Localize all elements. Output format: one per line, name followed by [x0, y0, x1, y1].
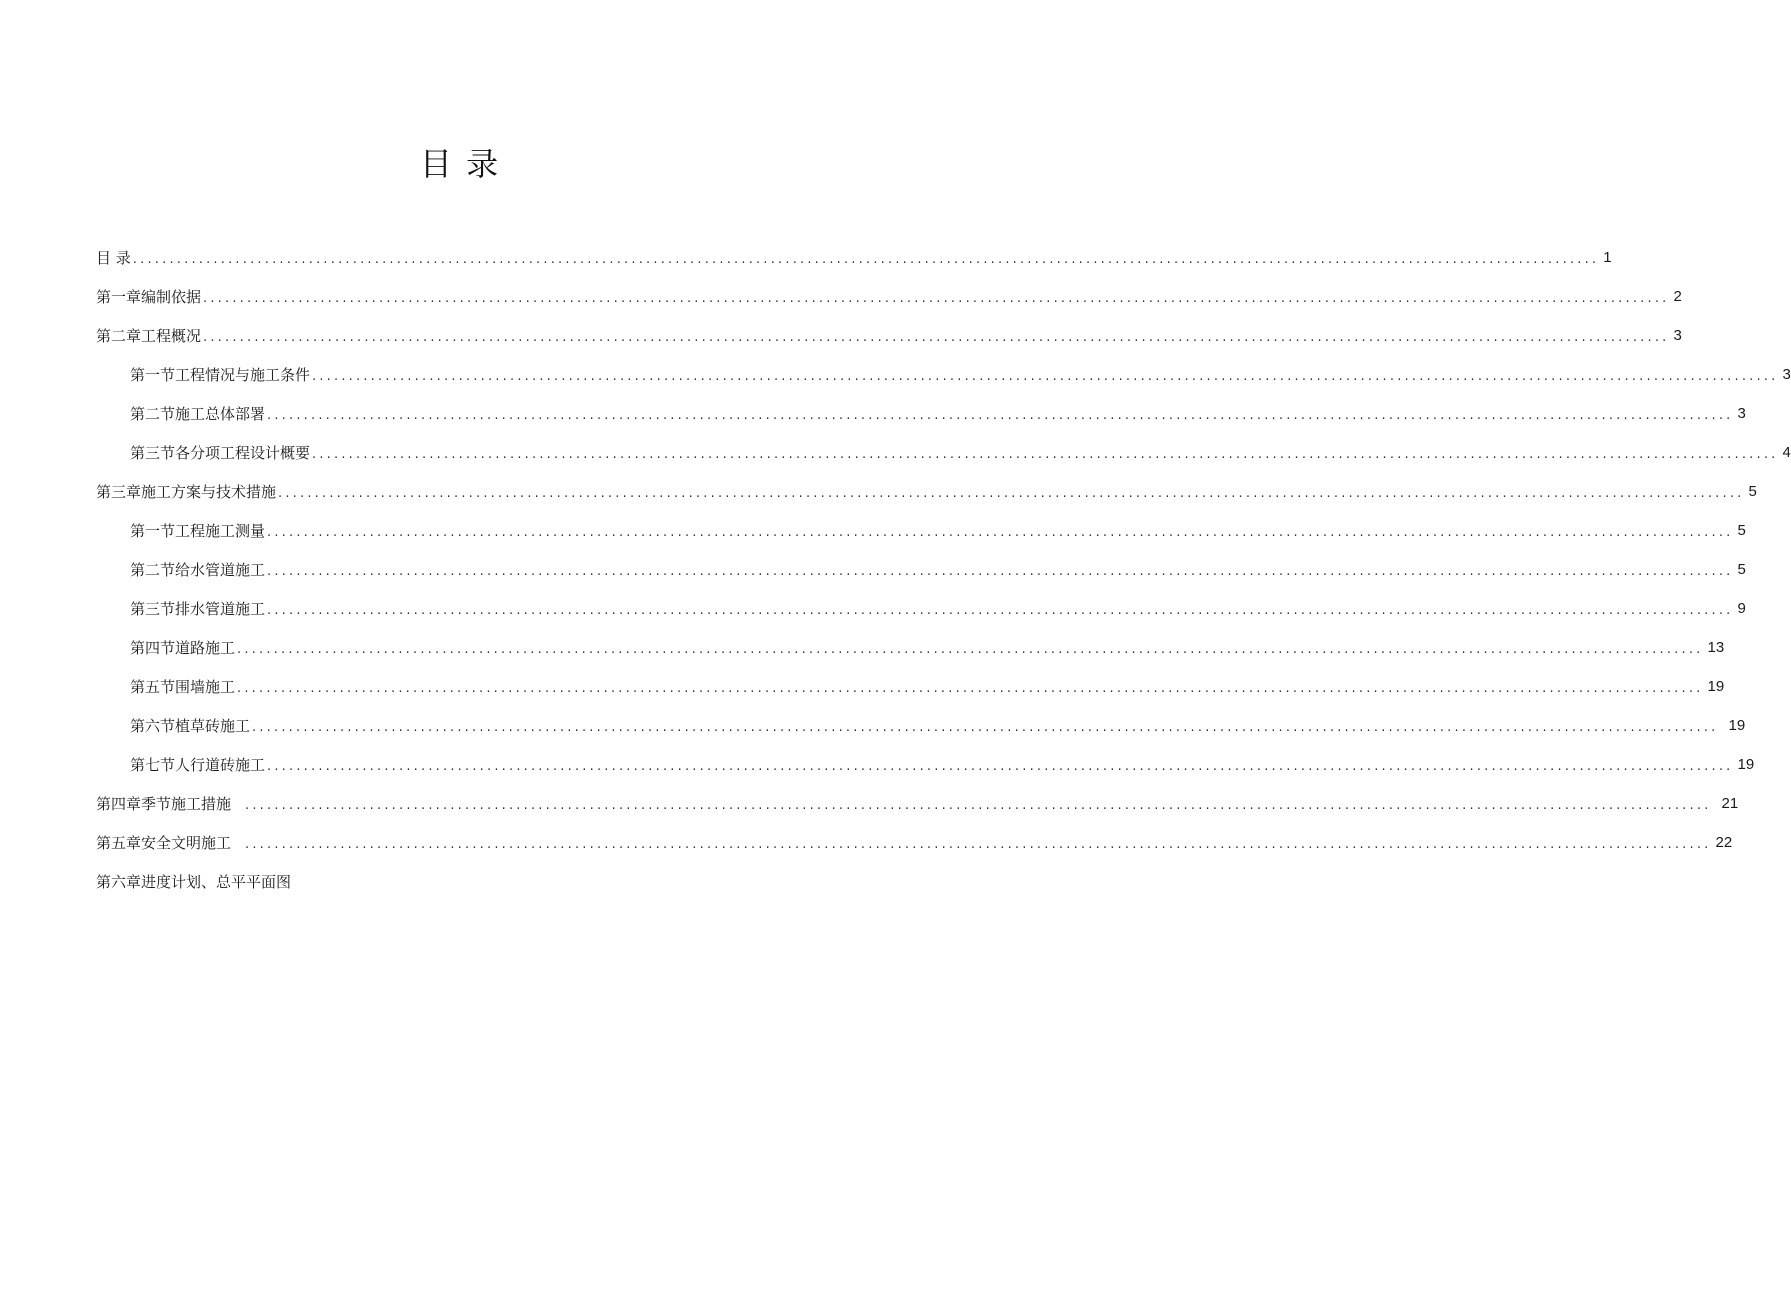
- toc-entry-label: 第三节各分项工程设计概要: [130, 443, 311, 462]
- toc-page-number: 5: [1748, 482, 1757, 500]
- toc-entry-chapter-3-section-4[interactable]: [96, 628, 1725, 667]
- toc-entry-chapter-3-section-2[interactable]: [96, 550, 1746, 589]
- toc-entry-contents[interactable]: [96, 238, 1612, 277]
- toc-entry-label: 第一节工程情况与施工条件: [130, 365, 311, 384]
- toc-leader-dots: ........................................................................................................................................................................................................: [203, 329, 1670, 345]
- toc-entry-chapter-3-section-1[interactable]: [96, 511, 1746, 550]
- toc-entry-label: 第七节人行道砖施工: [130, 755, 266, 774]
- toc-leader-dots: ........................................................................................................................................................................................................: [278, 485, 1745, 501]
- toc-entry-label: 第三节排水管道施工: [130, 599, 266, 618]
- toc-entry-chapter-3-section-5[interactable]: [96, 667, 1725, 706]
- toc-leader-dots: ........................................................................................................................................................................................................: [267, 524, 1734, 540]
- toc-entry-label: 第一章编制依据: [96, 287, 202, 306]
- toc-leader-dots: ........................................................................................................................................................................................................: [245, 797, 1712, 813]
- toc-entry-chapter-3-section-3[interactable]: [96, 589, 1746, 628]
- toc-page-number: 4: [1782, 443, 1791, 461]
- toc-page-number: 3: [1673, 326, 1682, 344]
- toc-page-number: 22: [1715, 833, 1733, 851]
- toc-leader-dots: ........................................................................................................................................................................................................: [267, 758, 1734, 774]
- toc-page-number: 5: [1737, 560, 1746, 578]
- toc-page-number: 3: [1737, 404, 1746, 422]
- toc-entry-label: 第五节围墙施工: [130, 677, 236, 696]
- toc-entry-label: 第三章施工方案与技术措施: [96, 482, 277, 501]
- toc-entry-label: 第六节植草砖施工: [130, 716, 251, 735]
- toc-entry-label: 目 录: [96, 248, 131, 267]
- toc-page-number: 21: [1721, 794, 1739, 812]
- toc-leader-dots: ........................................................................................................................................................................................................: [267, 563, 1734, 579]
- toc-page-number: 2: [1673, 287, 1682, 305]
- toc-page-number: 1: [1603, 248, 1612, 266]
- toc-entry-label: 第六章进度计划、总平平面图: [96, 872, 292, 891]
- toc-entry-chapter-3[interactable]: [96, 472, 1757, 511]
- toc-leader-dots: ........................................................................................................................................................................................................: [267, 602, 1734, 618]
- toc-page-number: 3: [1782, 365, 1791, 383]
- toc-leader-dots: ........................................................................................................................................................................................................: [312, 368, 1779, 384]
- toc-leader-dots: ........................................................................................................................................................................................................: [245, 836, 1712, 852]
- toc-leader-dots: ........................................................................................................................................................................................................: [132, 251, 1600, 267]
- toc-entry-label: 第一节工程施工测量: [130, 521, 266, 540]
- toc-entry-label: 第二节施工总体部署: [130, 404, 266, 423]
- toc-leader-dots: ........................................................................................................................................................................................................: [267, 407, 1734, 423]
- toc-entry-label: 第二节给水管道施工: [130, 560, 266, 579]
- toc-entry-chapter-2-section-2[interactable]: [96, 394, 1746, 433]
- page-title: 目 录: [419, 145, 501, 184]
- toc-leader-dots: ........................................................................................................................................................................................................: [203, 290, 1670, 306]
- toc-leader-dots: ........................................................................................................................................................................................................: [237, 641, 1704, 657]
- toc-entry-chapter-2-section-1[interactable]: [96, 355, 1791, 394]
- toc-page-number: 5: [1737, 521, 1746, 539]
- toc-entry-label: 第二章工程概况: [96, 326, 202, 345]
- toc-entry-chapter-3-section-6[interactable]: [96, 706, 1746, 745]
- toc-entry-chapter-2[interactable]: [96, 316, 1682, 355]
- toc-entry-chapter-5[interactable]: [96, 823, 1733, 862]
- toc-entry-chapter-4[interactable]: [96, 784, 1739, 823]
- toc-leader-dots: ........................................................................................................................................................................................................: [252, 719, 1719, 735]
- table-of-contents: [96, 238, 1791, 901]
- toc-leader-dots: ........................................................................................................................................................................................................: [237, 680, 1704, 696]
- toc-page-number: 19: [1728, 716, 1746, 734]
- toc-entry-label: 第四章季节施工措施: [96, 794, 232, 813]
- toc-page-number: 9: [1737, 599, 1746, 617]
- toc-entry-chapter-2-section-3[interactable]: [96, 433, 1791, 472]
- toc-entry-chapter-3-section-7[interactable]: [96, 745, 1755, 784]
- toc-leader-dots: ........................................................................................................................................................................................................: [312, 446, 1779, 462]
- toc-page-number: 19: [1707, 677, 1725, 695]
- toc-page-number: 19: [1737, 755, 1755, 773]
- toc-entry-label: 第四节道路施工: [130, 638, 236, 657]
- toc-entry-chapter-1[interactable]: [96, 277, 1682, 316]
- toc-entry-chapter-6[interactable]: [96, 862, 848, 901]
- toc-entry-label: 第五章安全文明施工: [96, 833, 232, 852]
- toc-page-number: 13: [1707, 638, 1725, 656]
